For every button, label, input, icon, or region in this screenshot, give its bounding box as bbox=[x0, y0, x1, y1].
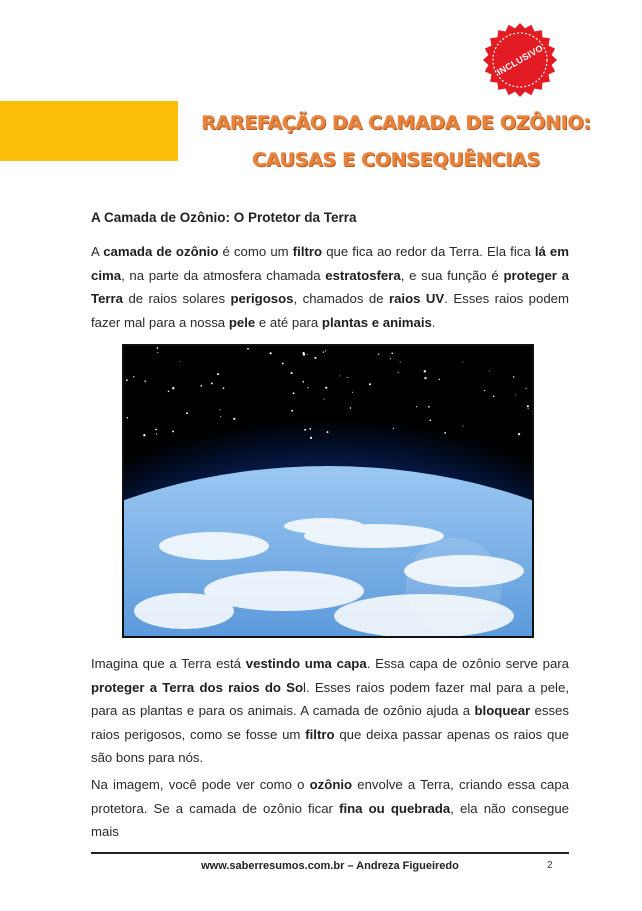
star bbox=[127, 417, 129, 419]
page-title-line-2: CAUSAS E CONSEQUÊNCIAS bbox=[252, 149, 540, 171]
star bbox=[156, 433, 157, 434]
star bbox=[314, 357, 316, 359]
star bbox=[400, 361, 401, 362]
star bbox=[200, 385, 202, 387]
star bbox=[352, 392, 353, 393]
star bbox=[462, 426, 463, 427]
section-heading: A Camada de Ozônio: O Protetor da Terra bbox=[91, 210, 357, 225]
star bbox=[157, 347, 159, 349]
star bbox=[217, 373, 219, 375]
star bbox=[325, 387, 327, 389]
star bbox=[211, 382, 213, 384]
star bbox=[350, 407, 351, 408]
star bbox=[416, 406, 417, 407]
star bbox=[293, 392, 295, 394]
star bbox=[157, 352, 158, 353]
footer-divider bbox=[91, 852, 569, 854]
star bbox=[347, 377, 348, 378]
star bbox=[220, 416, 221, 417]
star bbox=[270, 352, 272, 354]
star bbox=[515, 394, 516, 395]
earth-atmosphere-photo bbox=[122, 344, 534, 638]
star bbox=[302, 352, 304, 354]
star bbox=[489, 371, 490, 372]
star bbox=[323, 351, 324, 352]
header-accent-bar bbox=[0, 101, 178, 161]
badge-label: INCLUSIVO bbox=[495, 42, 545, 78]
star bbox=[527, 405, 529, 407]
star bbox=[247, 348, 249, 350]
star bbox=[493, 395, 494, 396]
star bbox=[186, 412, 188, 414]
star bbox=[304, 429, 306, 431]
star bbox=[302, 381, 304, 383]
star bbox=[430, 420, 432, 422]
star bbox=[327, 431, 329, 433]
star bbox=[223, 387, 225, 389]
star bbox=[172, 387, 174, 389]
star bbox=[369, 383, 371, 385]
star bbox=[526, 388, 527, 389]
star bbox=[339, 375, 340, 376]
star bbox=[310, 437, 312, 439]
star bbox=[282, 363, 284, 365]
star bbox=[179, 361, 180, 362]
star bbox=[291, 410, 293, 412]
star bbox=[528, 408, 529, 409]
star bbox=[172, 430, 174, 432]
star bbox=[219, 409, 220, 410]
star bbox=[444, 432, 446, 434]
paragraph-3: Na imagem, você pode ver como o ozônio envolve a Terra, criando essa capa protetora. Se a camada de ozônio ficar fina ou quebrada, ela não consegue mais bbox=[91, 777, 569, 839]
star bbox=[133, 376, 134, 377]
star bbox=[378, 353, 379, 354]
star bbox=[144, 380, 146, 382]
star bbox=[126, 379, 128, 381]
star bbox=[484, 390, 485, 391]
paragraph-1: A camada de ozônio é como um filtro que fica ao redor da Terra. Ela fica lá em cima, na parte da atmosfera chamada estratosfera, e sua função é proteger a Terra de raios solares perigosos, chamados de raios UV. Esses raios podem fazer mal para a nossa pele e até para plantas e animais. bbox=[91, 244, 569, 330]
star bbox=[233, 418, 235, 420]
star bbox=[307, 387, 308, 388]
star bbox=[393, 428, 394, 429]
star bbox=[424, 377, 426, 379]
star bbox=[439, 379, 440, 380]
star bbox=[168, 391, 169, 392]
star bbox=[143, 434, 145, 436]
star bbox=[390, 358, 391, 359]
page-title-line-1: RAREFAÇÃO DA CAMADA DE OZÔNIO: bbox=[201, 112, 591, 134]
star bbox=[398, 372, 399, 373]
star bbox=[307, 354, 308, 355]
star bbox=[325, 350, 326, 351]
star bbox=[155, 429, 157, 431]
star bbox=[428, 406, 430, 408]
star bbox=[291, 372, 293, 374]
earth-atmosphere-icon bbox=[124, 346, 532, 636]
page-number: 2 bbox=[547, 860, 553, 871]
star bbox=[462, 362, 463, 363]
star bbox=[518, 433, 520, 435]
star bbox=[391, 353, 393, 355]
star bbox=[324, 399, 325, 400]
star bbox=[513, 376, 515, 378]
star bbox=[309, 428, 311, 430]
paragraph-2: Imagina que a Terra está vestindo uma capa. Essa capa de ozônio serve para proteger a Terra dos raios do Sol. Esses raios podem fazer mal para a pele, para as plantas e para os animais. A camada de ozônio ajuda a bloquear esses raios perigosos, como se fosse um filtro que deixa passar apenas os raios que são bons para nós. bbox=[91, 656, 569, 765]
footer-credit: www.saberresumos.com.br – Andreza Figueiredo bbox=[201, 860, 459, 872]
inclusivo-badge bbox=[482, 22, 558, 98]
star bbox=[424, 370, 426, 372]
